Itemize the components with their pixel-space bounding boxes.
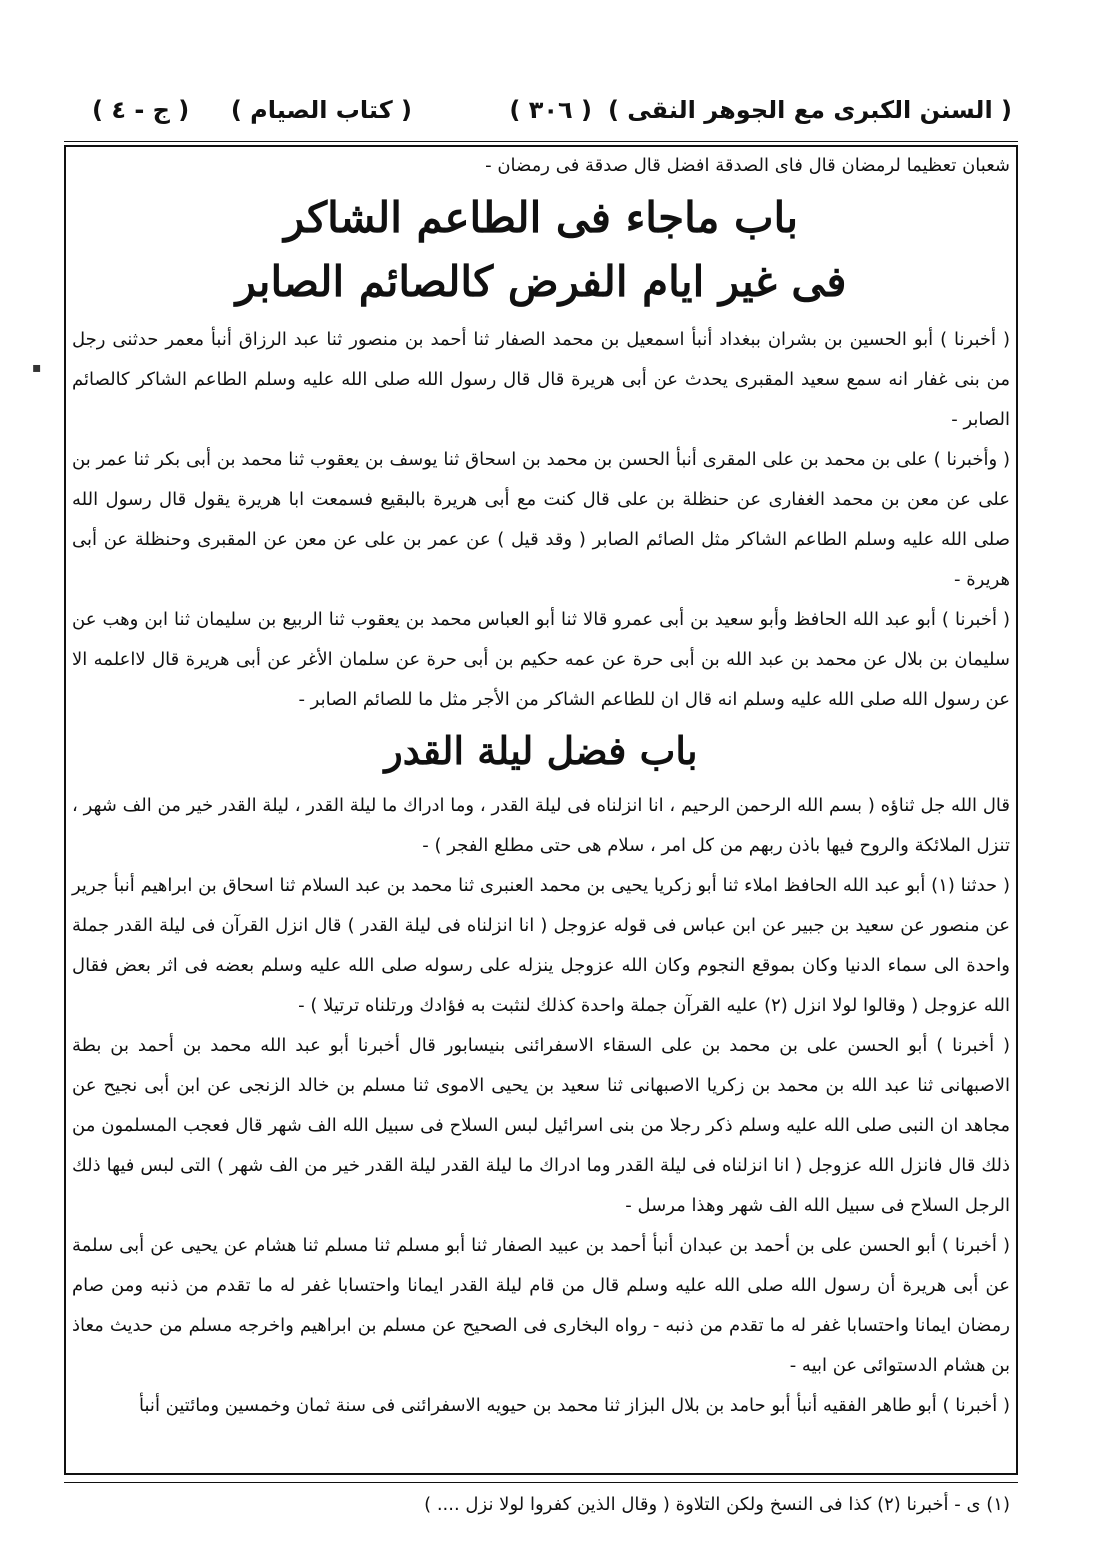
footnote-rule xyxy=(64,1482,1018,1483)
header-book-title: ( السنن الكبرى مع الجوهر النقى ) xyxy=(607,96,1012,124)
running-header xyxy=(92,96,1012,136)
hadith-paragraph-3: ( أخبرنا ) أبو عبد الله الحافظ وأبو سعيد بن أبى عمرو قالا ثنا أبو العباس محمد بن يعقوب ثنا الربيع بن سليمان ثنا ابن وهب عن سليمان بن بلال عن محمد بن عبد الله بن أبى حرة عن عمه حكيم بن أبى حرة عن سلمان الأغر عن أبى هريرة قال لااعلمه الا عن رسول الله صلى الله عليه وسلم انه قال ان للطاعم الشاكر من الأجر مثل ما للصائم الصابر - xyxy=(72,609,1010,710)
quran-paragraph: قال الله جل ثناؤه ( بسم الله الرحمن الرحيم ، انا انزلناه فى ليلة القدر ، وما ادراك ما ليلة القدر ، ليلة القدر خير من الف شهر ، تنزل الملائكة والروح فيها باذن ربهم من كل امر ، سلام هى حتى مطلع الفجر ) - xyxy=(72,795,1010,856)
chapter-heading-line2: فى غير ايام الفرض كالصائم الصابر xyxy=(235,257,847,306)
chapter-heading-line1: باب ماجاء فى الطاعم الشاكر xyxy=(283,193,799,242)
scan-speck: ▪ xyxy=(32,360,42,376)
hadith-paragraph-5: ( حدثنا (١) أبو عبد الله الحافظ املاء ثنا أبو زكريا يحيى بن محمد العنبرى ثنا محمد بن عبد السلام ثنا اسحاق بن ابراهيم أنبأ جرير عن منصور عن سعيد بن جبير عن ابن عباس فى قوله عزوجل ( انا انزلناه فى ليلة القدر ) قال انزل القرآن فى ليلة القدر جملة واحدة الى سماء الدنيا وكان بموقع النجوم وكان الله عزوجل ينزله على رسوله صلى الله عليه وسلم بعضه فى اثر بعض فقال الله عزوجل ( وقالوا لولا انزل (٢) عليه القرآن جملة واحدة كذلك لنثبت به فؤادك ورتلناه ترتيلا ) - xyxy=(72,875,1010,1016)
header-rule xyxy=(64,141,1018,142)
header-chapter: ( كتاب الصيام ) xyxy=(230,96,412,124)
hadith-paragraph-6: ( أخبرنا ) أبو الحسن على بن محمد بن على السقاء الاسفرائنى بنيسابور قال أخبرنا أبو عبد الله محمد بن أحمد بن بطة الاصبهانى ثنا عبد الله بن محمد بن زكريا الاصبهانى ثنا سعيد بن يحيى الاموى ثنا مسلم بن خالد الزنجى عن ابن أبى نجيح عن مجاهد ان النبى صلى الله عليه وسلم ذكر رجلا من بنى اسرائيل لبس السلاح فى سبيل الله الف شهر قال فعجب المسلمون من ذلك قال فانزل الله عزوجل ( انا انزلناه فى ليلة القدر وما ادراك ما ليلة القدر ليلة القدر خير من الف شهر ) التى لبس فيها ذلك الرجل السلاح فى سبيل الله الف شهر وهذا مرسل - xyxy=(72,1035,1010,1216)
hadith-paragraph-1: ( أخبرنا ) أبو الحسين بن بشران ببغداد أنبأ اسمعيل بن محمد الصفار ثنا أحمد بن منصور ثنا عبد الرزاق أنبأ معمر حدثنى رجل من بنى غفار انه سمع سعيد المقبرى يحدث عن أبى هريرة قال قال رسول الله صلى الله عليه وسلم الطاعم الشاكر كالصائم الصابر - xyxy=(72,329,1010,430)
main-text xyxy=(72,150,1010,1426)
footnote: (١) ى - أخبرنا (٢) كذا فى النسخ ولكن التلاوة ( وقال الذين كفروا لولا نزل .... ) xyxy=(424,1494,1010,1515)
hadith-paragraph-8: ( أخبرنا ) أبو طاهر الفقيه أنبأ أبو حامد بن بلال البزاز ثنا محمد بن حيويه الاسفرائنى فى سنة ثمان وخمسين ومائتين أنبأ xyxy=(139,1395,1010,1416)
header-page-number: ( ٣٠٦ ) xyxy=(509,96,592,124)
hadith-paragraph-2: ( وأخبرنا ) على بن محمد بن على المقرى أنبأ الحسن بن محمد بن اسحاق ثنا يوسف بن يعقوب ثنا محمد بن أبى بكر ثنا عمر بن على عن معن بن محمد الغفارى عن حنظلة بن على قال كنت مع أبى هريرة بالبقيع فسمعت ابا هريرة يقول قال رسول الله صلى الله عليه وسلم الطاعم الشاكر مثل الصائم الصابر ( وقد قيل ) عن عمر بن على عن معن عن المقبرى وحنظلة عن أبى هريرة - xyxy=(72,449,1010,590)
header-volume: ( ج - ٤ ) xyxy=(92,96,190,124)
lead-line: شعبان تعظيما لرمضان قال فاى الصدقة افضل قال صدقة فى رمضان - xyxy=(485,155,1010,176)
hadith-paragraph-7: ( أخبرنا ) أبو الحسن على بن أحمد بن عبدان أنبأ أحمد بن عبيد الصفار ثنا أبو مسلم ثنا مسلم ثنا هشام عن يحيى عن أبى سلمة عن أبى هريرة أن رسول الله صلى الله عليه وسلم قال من قام ليلة القدر ايمانا واحتسابا غفر له ما تقدم من ذنبه ومن صام رمضان ايمانا واحتسابا غفر له ما تقدم من ذنبه - رواه البخارى فى الصحيح عن مسلم بن ابراهيم واخرجه مسلم من حديث معاذ بن هشام الدستوائى عن ابيه - xyxy=(72,1235,1010,1376)
chapter-heading-laylat-al-qadr: باب فضل ليلة القدر xyxy=(384,728,698,773)
